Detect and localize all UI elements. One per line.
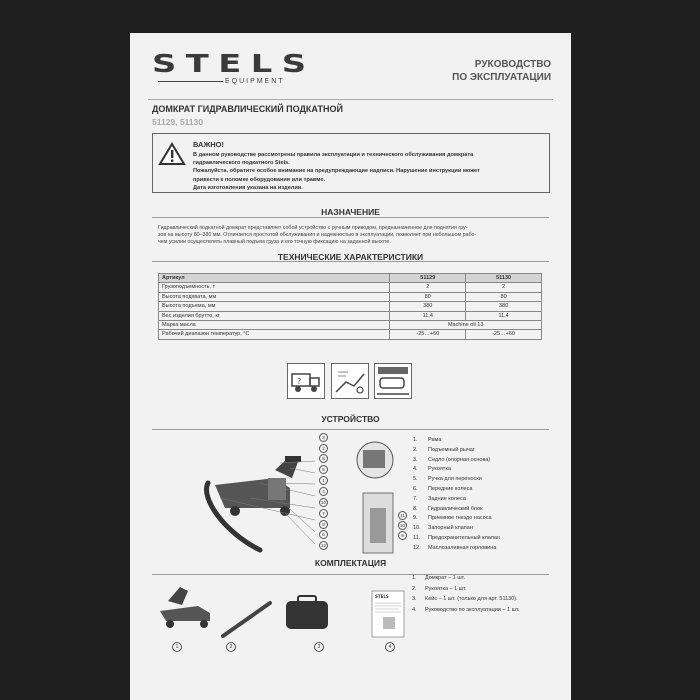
product-codes: 51129, 51130 [152,117,204,127]
kit-heading: КОМПЛЕКТАЦИЯ [314,558,387,568]
manual-brand: STELS [375,594,389,599]
header-rule [148,99,553,100]
list-item: 1. Домкрат – 1 шт. [412,575,466,581]
callout: 7 [319,509,328,518]
callout: 10 [320,500,326,505]
table-row [159,292,542,301]
section-rule [152,217,549,218]
table-header-row [159,274,542,283]
purpose-line: Гидравлический подкатной домкрат представляет собой устройство с ручным приводом, предназначенное для поднятия гру- [158,225,468,231]
list-item: 11. Предохранительный клапан [413,534,500,541]
warning-box [152,133,550,193]
brand-sub: EQUIPMENT [225,78,285,85]
warning-text [193,151,543,192]
row-label: Марка масла [159,321,390,330]
row-value: 11,4 [390,311,466,320]
callout: 2 [319,444,328,453]
svg-text:?: ? [297,377,302,386]
device-heading: УСТРОЙСТВО [321,414,380,424]
warning-line: Дата изготовления указана на изделии. [193,184,303,191]
figure-number: 4 [385,642,395,652]
list-item: 10. Запорный клапан [413,525,473,532]
callout: 9 [398,531,407,540]
warning-line: гидравлического подкатного Stels. [193,160,290,167]
callout: 6 [319,530,328,539]
callout: 5 [319,465,328,474]
row-value: 380 [466,302,542,311]
list-item: 5. Ручка для переноски [413,476,482,483]
row-value: 2 [466,283,542,292]
list-item: 3. Кейс – 1 шт. (только для арт. 51130). [412,596,518,602]
callout: 4 [319,487,328,496]
header-51130: 51130 [466,274,542,283]
callout: 3 [319,433,328,442]
warning-title: ВАЖНО! [193,140,224,149]
table-row [159,311,542,320]
list-item: 1. Рама [413,437,442,443]
figure-number: 1 [172,642,182,652]
row-value: -25…+60 [466,330,542,339]
purpose-heading: НАЗНАЧЕНИЕ [321,207,380,217]
list-item: 9. Приемное гнездо насоса [413,515,492,522]
callout: 9 [319,520,328,529]
row-value: 80 [390,292,466,301]
kit-list [412,573,519,615]
callout: 1 [319,476,328,485]
row-value: 80 [466,292,542,301]
list-item: 4. Рукоятка [413,466,452,473]
warning-line: Пожалуйста, обратите особое внимание на предупреждающие надписи. Нарушение инструкции может [193,168,480,175]
callout: 10 [399,523,405,528]
warning-icon [158,142,186,166]
callout: 8 [319,454,328,463]
row-label: Рабочий диапазон температур, °С [159,330,390,339]
manual-page [130,33,571,700]
row-label: Грузоподъемность, т [159,283,390,292]
guide-line-1: РУКОВОДСТВО [474,59,551,70]
guide-title [452,58,551,84]
table-row [159,330,542,339]
parts-list [413,436,500,554]
table-row [159,283,542,292]
transport-pictogram [287,363,325,399]
figure-number: 3 [314,642,324,652]
row-label: Вес изделия брутто, кг [159,311,390,320]
list-item: 3. Седло (опорная основа) [413,456,491,463]
row-label: Высота подхвата, мм [159,292,390,301]
list-item: 8. Гидравлический блок [413,505,483,512]
jack-diagram [180,438,415,558]
row-value: 11,4 [466,311,542,320]
purpose-line: чем усилии осуществлять плавный подъем груза и его точную фиксацию на заданной высоте. [158,239,391,246]
row-value: 2 [390,283,466,292]
row-value: -25…+60 [390,330,466,339]
row-value: Machine oil 13 [390,321,542,330]
guide-line-2: ПО ЭКСПЛУАТАЦИИ [452,72,551,83]
specs-table [158,273,542,340]
lifting-pictogram [331,363,369,399]
row-value: 380 [390,302,466,311]
list-item: 2. Рукоятка – 1 шт. [412,585,467,592]
list-item: 12. Маслозаливная горловина [413,544,497,551]
list-item: 4. Руководство по эксплуатации – 1 шт. [412,606,520,613]
figure-number: 2 [226,642,236,652]
brand-logo: STELS [152,49,316,78]
specs-heading: ТЕХНИЧЕСКИЕ ХАРАКТЕРИСТИКИ [277,252,424,262]
warning-line: В данном руководстве рассмотрены правила эксплуатации и технического обслуживания домкрата [193,152,474,158]
kit-illustration [158,581,408,641]
list-item: 6. Передние колеса [413,485,473,492]
warning-line: привести к поломке оборудования или травме. [193,176,326,183]
row-label: Высота подъема, мм [159,302,390,311]
underbody-pictogram [374,363,412,399]
list-item: 2. Подъемный рычаг [413,446,475,453]
table-row [159,302,542,311]
purpose-text [158,225,548,247]
table-row [159,321,542,330]
callout: 12 [320,543,326,548]
list-item: 7. Задние колеса [413,495,466,502]
callout: 11 [398,511,407,520]
logo-divider [158,81,223,82]
header-51129: 51129 [390,274,466,283]
section-rule [152,429,549,430]
product-title: ДОМКРАТ ГИДРАВЛИЧЕСКИЙ ПОДКАТНОЙ [152,104,343,114]
purpose-line: зов на высоту 80–380 мм. Отличается простотой обслуживания и надежностью в эксплуатации, позволяет при небольшом рабо- [158,232,477,239]
header-article: Артикул [159,274,390,283]
